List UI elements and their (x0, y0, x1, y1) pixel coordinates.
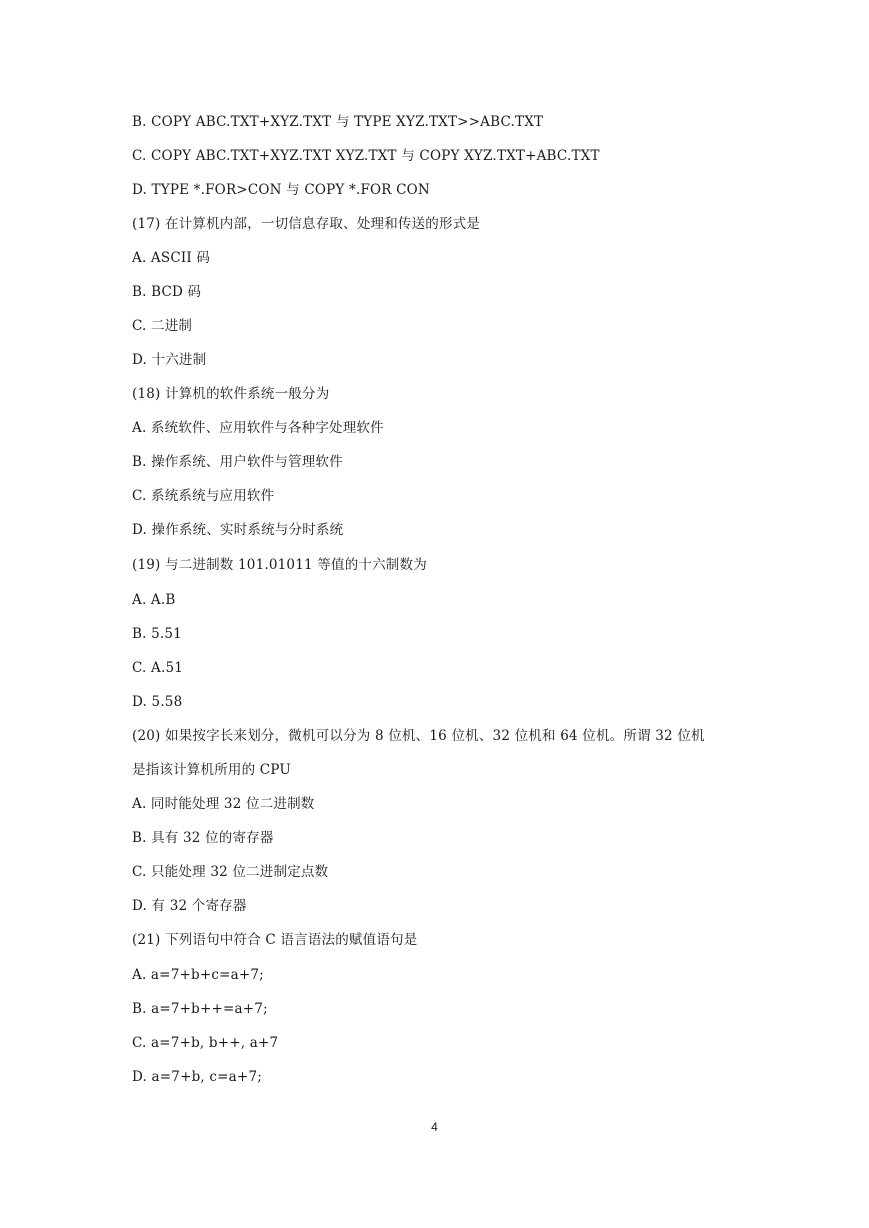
option-18d: D. 操作系统、实时系统与分时系统 (132, 522, 344, 538)
option-21c: C. a=7+b, b++, a+7 (132, 1035, 279, 1051)
option-18a: A. 系统软件、应用软件与各种字处理软件 (132, 420, 384, 436)
option-17a: A. ASCII 码 (132, 250, 211, 266)
option-17b: B. BCD 码 (132, 284, 202, 300)
question-18: (18) 计算机的软件系统一般分为 (132, 386, 330, 402)
option-20b: B. 具有 32 位的寄存器 (132, 830, 274, 846)
option-20a: A. 同时能处理 32 位二进制数 (132, 796, 315, 812)
option-16d: D. TYPE *.FOR>CON 与 COPY *.FOR CON (132, 182, 430, 198)
question-20-line1: (20) 如果按字长来划分，微机可以分为 8 位机、16 位机、32 位机和 64 位机。所谓 32 位机 (132, 728, 705, 744)
question-20-line2: 是指该计算机所用的 CPU (132, 762, 291, 778)
option-16c: C. COPY ABC.TXT+XYZ.TXT XYZ.TXT 与 COPY XYZ.TXT+ABC.TXT (132, 148, 600, 164)
option-20d: D. 有 32 个寄存器 (132, 898, 247, 914)
option-19a: A. A.B (132, 592, 176, 608)
option-21a: A. a=7+b+c=a+7; (132, 967, 264, 983)
option-21d: D. a=7+b, c=a+7; (132, 1069, 262, 1085)
page-number: 4 (431, 1120, 438, 1134)
option-17c: C. 二进制 (132, 318, 193, 334)
option-19d: D. 5.58 (132, 694, 183, 710)
option-18b: B. 操作系统、用户软件与管理软件 (132, 454, 343, 470)
option-19c: C. A.51 (132, 660, 184, 676)
question-21: (21) 下列语句中符合 C 语言语法的赋值语句是 (132, 932, 418, 948)
question-17: (17) 在计算机内部，一切信息存取、处理和传送的形式是 (132, 216, 481, 232)
question-19: (19) 与二进制数 101.01011 等值的十六制数为 (132, 557, 427, 573)
option-19b: B. 5.51 (132, 626, 182, 642)
option-16b: B. COPY ABC.TXT+XYZ.TXT 与 TYPE XYZ.TXT>>ABC.TXT (132, 114, 544, 130)
option-17d: D. 十六进制 (132, 352, 207, 368)
option-21b: B. a=7+b++=a+7; (132, 1001, 268, 1017)
option-18c: C. 系统系统与应用软件 (132, 488, 275, 504)
option-20c: C. 只能处理 32 位二进制定点数 (132, 864, 329, 880)
